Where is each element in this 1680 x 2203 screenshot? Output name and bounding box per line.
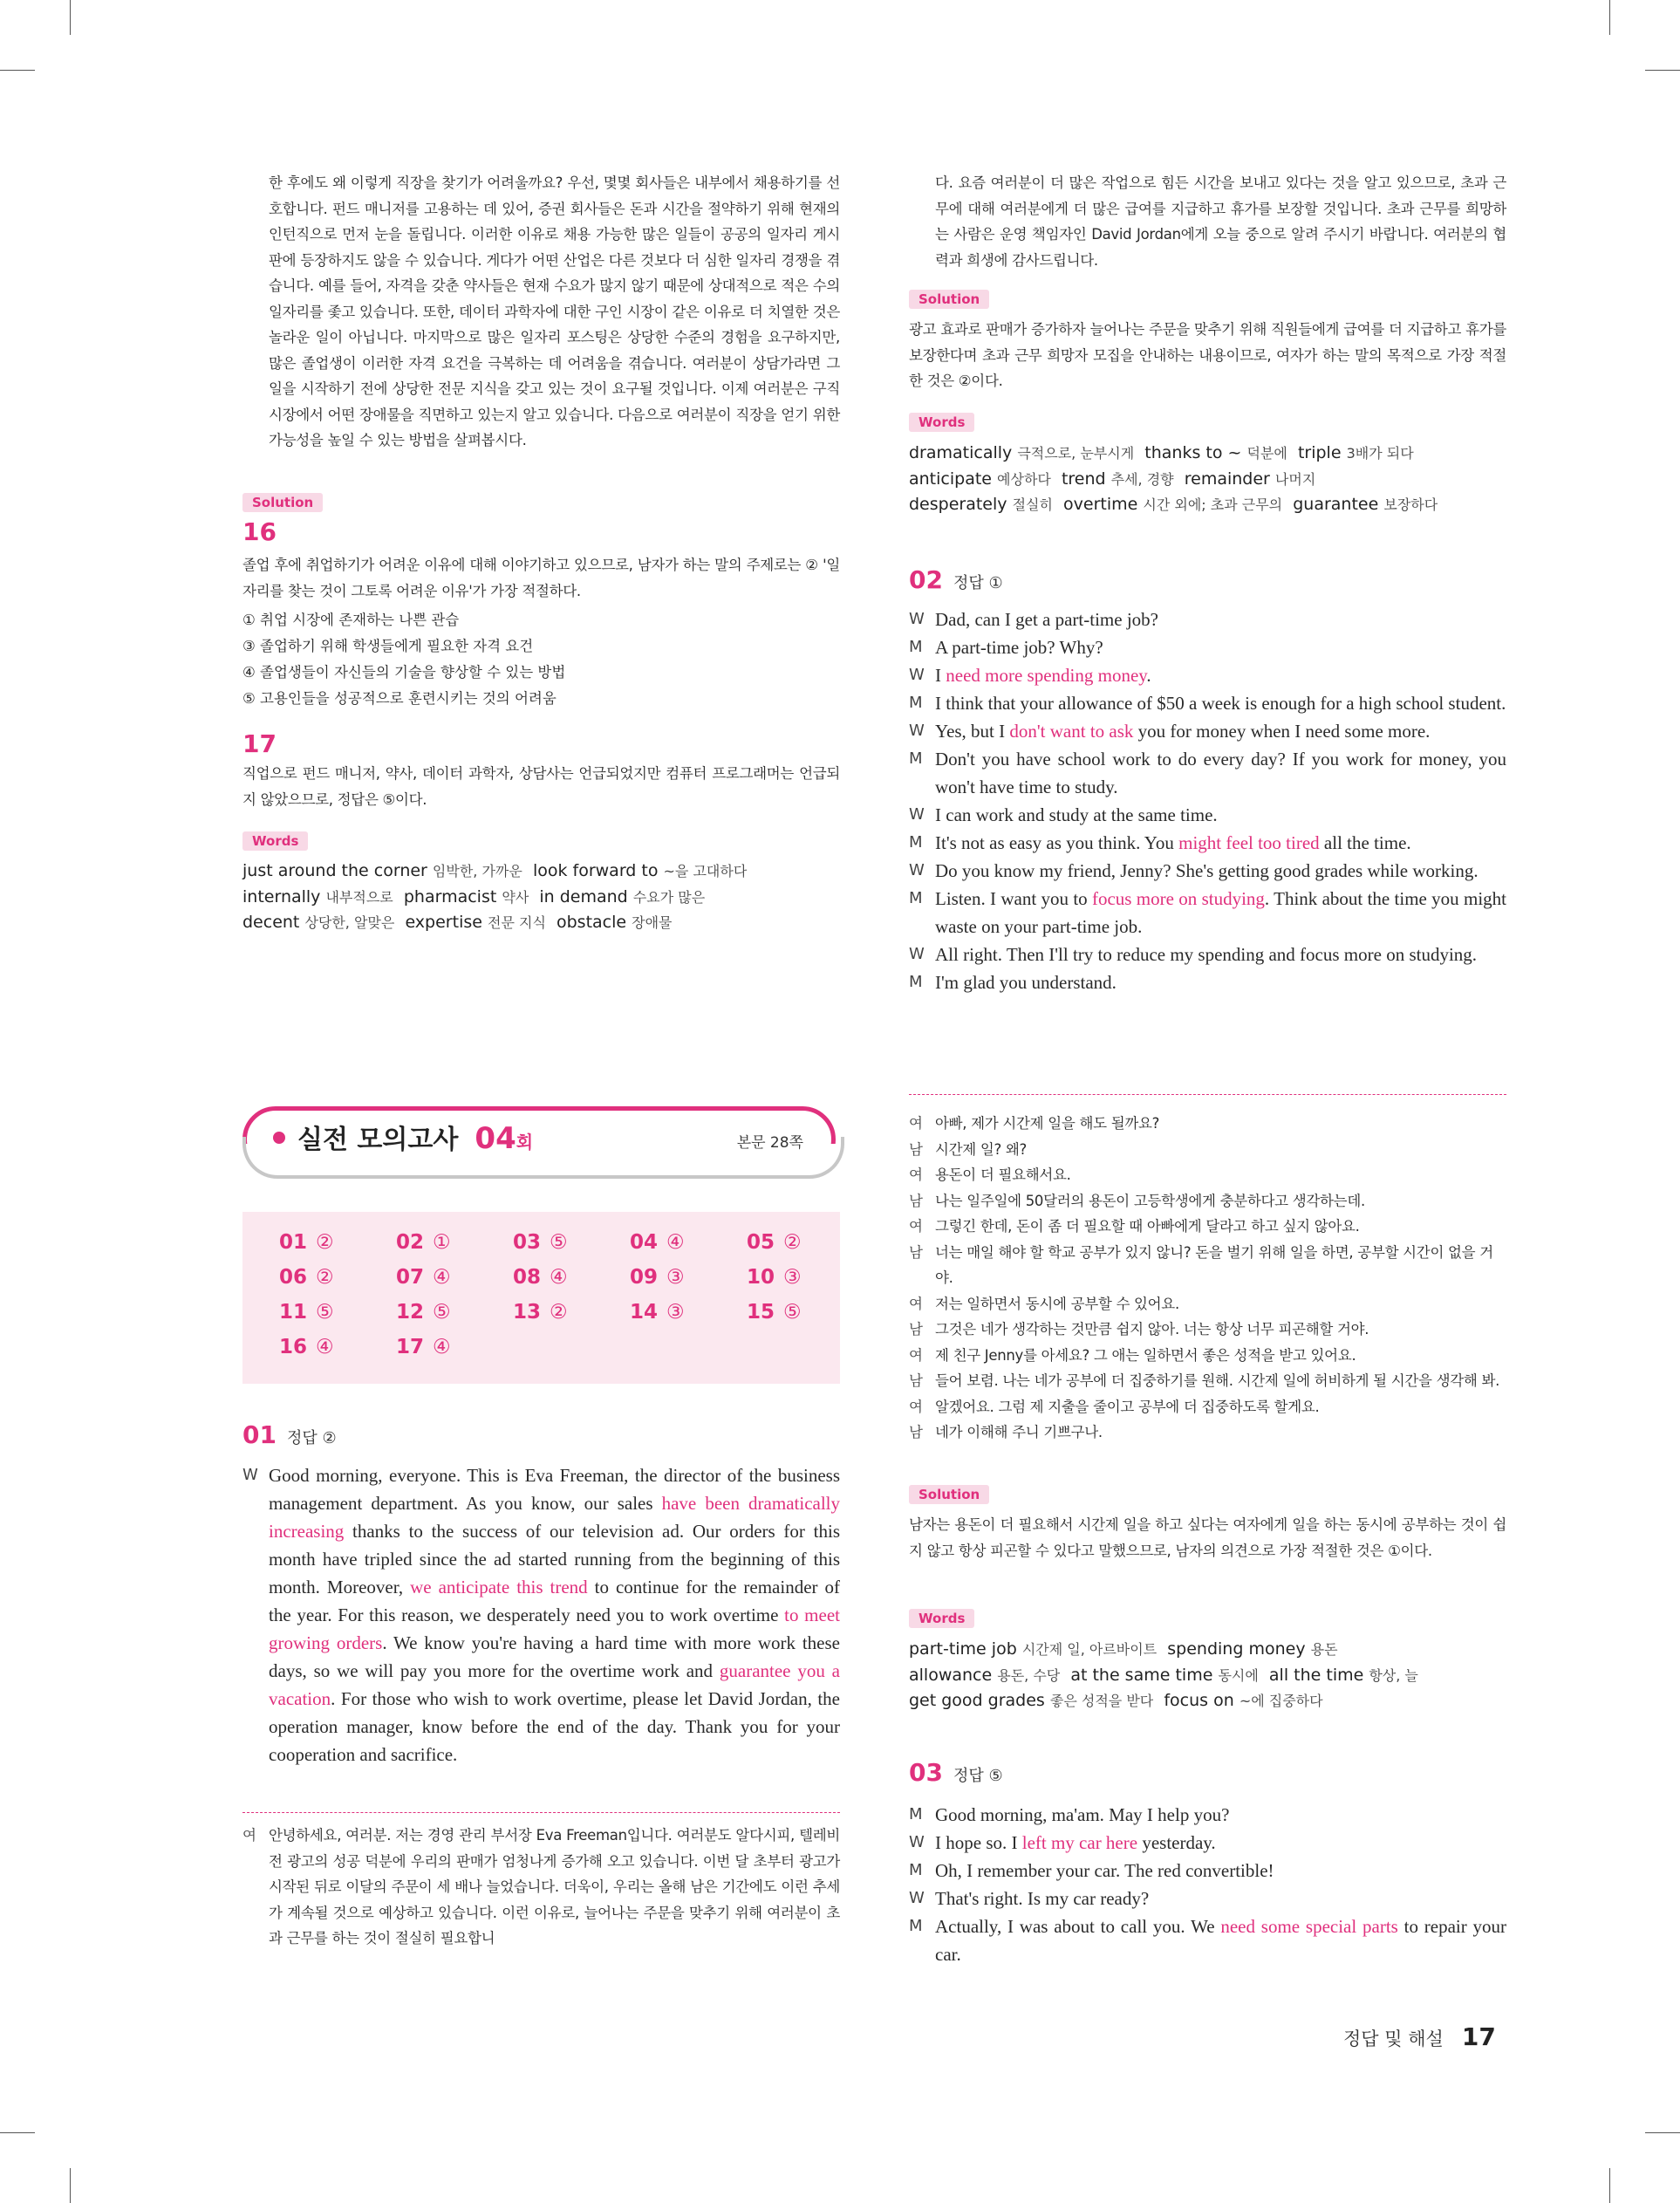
exam-title	[297, 1118, 533, 1156]
answer-choice: ④	[666, 1231, 685, 1254]
script-line	[909, 661, 1506, 689]
crop-mark	[0, 70, 35, 71]
script-segment: all the time.	[1319, 832, 1411, 853]
q02-script	[909, 605, 1506, 996]
word-en: all the time	[1268, 1665, 1364, 1685]
speaker-label: M	[909, 1805, 923, 1823]
word-ko: 좋은 성적을 받다	[1049, 1693, 1154, 1709]
answer-number: 04	[630, 1231, 659, 1254]
q01-script	[242, 1461, 840, 1769]
words-badge: Words	[909, 1609, 974, 1628]
answer-choice: ②	[783, 1231, 802, 1254]
answer-number: 09	[630, 1266, 659, 1289]
script-segment: Don't you have school work to do every day? If you work for money, you won't have time to study.	[935, 749, 1506, 797]
word-en: at the same time	[1070, 1665, 1213, 1685]
script-line	[909, 689, 1506, 717]
word-ko: 약사	[502, 888, 529, 906]
words-row	[242, 910, 747, 936]
crop-mark	[1645, 2132, 1680, 2133]
script-segment: I	[935, 665, 946, 686]
answer-cell	[279, 1301, 334, 1324]
words-row	[909, 1637, 1418, 1663]
translation-line	[909, 1214, 1506, 1240]
script-segment: It's not as easy as you think. You	[935, 832, 1179, 853]
highlighted-segment: to meet growing orders	[269, 1604, 840, 1653]
word-en: expertise	[405, 913, 482, 932]
script-line	[909, 605, 1506, 633]
script-line	[909, 1801, 1506, 1829]
answer-number: 10	[747, 1266, 775, 1289]
words-row	[909, 441, 1438, 467]
solution-badge: Solution	[909, 290, 989, 309]
speaker-label: W	[909, 1833, 925, 1851]
script-line	[909, 857, 1506, 885]
words-row	[909, 1663, 1418, 1689]
script-segment: you for money when I need some more.	[1133, 721, 1431, 742]
intro-paragraph: 한 후에도 왜 이렇게 직장을 찾기가 어려울까요? 우선, 몇몇 회사들은 내부에서 채용하기를 선호합니다. 펀드 매니저를 고용하는 데 있어, 증권 회사들은 돈과 시간을 절약하기 위해 현재의 인턴직으로 먼저 눈을 돌립니다. 이러한 이유로 채용 가능한 많은 일들이 공공의 일자리 게시판에 등장하지도 않을 수 있습니다. 게다가 어떤 산업은 다른 것보다 더 심한 일자리 경쟁을 겪습니다. 예를 들어, 자격을 갖춘 약사들은 현재 수요가 많지 않기 때문에 상대적으로 적은 수의 일자리를 좇고 있습니다. 또한, 데이터 과학자에 대한 구인 시장이 같은 이유로 더 치열한 것은 놀라운 일이 아닙니다. 마지막으로 많은 일자리 포스팅은 상당한 수준의 경험을 요구하지만, 많은 졸업생이 이러한 자격 요건을 극복하는 데 어려움을 겪습니다. 여러분이 상담가라면 그 일을 시작하기 전에 상당한 전문 지식을 갖고 있는 것이 요구될 것입니다. 이제 여러분은 구직 시장에서 어떤 장애물을 직면하고 있는지 알고 있습니다. 다음으로 여러분이 직장을 얻기 위한 가능성을 높일 수 있는 방법을 살펴봅시다.	[269, 174, 840, 448]
answer-number: 06	[279, 1266, 308, 1289]
translation-line	[909, 1188, 1506, 1214]
word-en: trend	[1061, 469, 1106, 489]
script-segment: Yes, but I	[935, 721, 1010, 742]
script-segment: A part-time job? Why?	[935, 637, 1103, 658]
question-number-16: 16	[242, 517, 277, 546]
translation-text: 그것은 네가 생각하는 것만큼 쉽지 않아. 너는 항상 너무 피곤해할 거야.	[935, 1321, 1369, 1338]
translation-text: 나는 일주일에 50달러의 용돈이 고등학생에게 충분하다고 생각하는데.	[935, 1192, 1365, 1209]
highlighted-segment: focus more on studying	[1091, 888, 1265, 909]
q03-heading	[909, 1758, 1003, 1787]
translation-text: 그렇긴 한데, 돈이 좀 더 필요할 때 아빠에게 달라고 하고 싶지 않아요.	[935, 1218, 1360, 1235]
script-line	[242, 1461, 840, 1769]
word-en: decent	[242, 913, 300, 932]
answer-number: 17	[396, 1336, 425, 1358]
script-line	[909, 745, 1506, 801]
script-line	[909, 829, 1506, 857]
answer-choice: ②	[550, 1301, 568, 1324]
script-segment: . We know you're having a hard time with more work these days, so we will pay you more for the overtime work and	[269, 1632, 840, 1681]
word-en: just around the corner	[242, 861, 427, 880]
q03-answer: 정답 ⑤	[953, 1767, 1003, 1785]
speaker-label: 남	[909, 1321, 923, 1338]
answer-cell	[630, 1266, 685, 1289]
highlighted-segment: we anticipate this trend	[410, 1577, 588, 1598]
script-segment: I can work and study at the same time.	[935, 804, 1218, 825]
answer-number: 07	[396, 1266, 425, 1289]
script-segment: . For those who wish to work overtime, please let David Jordan, the operation manager, know before the end of the day. Thank you for your cooperation and sacrifice.	[269, 1688, 840, 1765]
word-en: dramatically	[909, 443, 1013, 462]
answer-number: 05	[747, 1231, 775, 1254]
answer-cell	[279, 1336, 334, 1358]
word-en: allowance	[909, 1665, 993, 1685]
speaker-label: 남	[909, 1424, 923, 1440]
answer-cell	[279, 1231, 334, 1254]
solution-badge: Solution	[909, 1485, 989, 1504]
word-ko: 예상하다	[997, 470, 1051, 488]
word-en: focus on	[1164, 1691, 1234, 1710]
translation-line	[909, 1111, 1506, 1137]
speaker-label: M	[909, 1917, 923, 1935]
speaker-label: 여	[909, 1295, 923, 1312]
word-en: anticipate	[909, 469, 992, 489]
translation-line	[909, 1317, 1506, 1343]
answer-choice: ③	[666, 1266, 685, 1289]
speaker-label: 여	[909, 1346, 923, 1364]
dashed-divider	[242, 1812, 840, 1813]
speaker-label: 여	[909, 1166, 923, 1183]
q01-translation	[242, 1823, 840, 1952]
translation-line	[909, 1343, 1506, 1369]
word-ko: 추세, 경향	[1110, 470, 1174, 488]
word-ko: 임박한, 가까운	[432, 863, 522, 879]
script-segment: to repair your car.	[935, 1916, 1507, 1965]
q16-options	[242, 607, 840, 712]
q02-translation	[909, 1111, 1506, 1446]
answer-number: 01	[279, 1231, 308, 1254]
q01-words	[909, 441, 1438, 518]
translation-line	[909, 1240, 1506, 1291]
word-en: spending money	[1167, 1639, 1306, 1659]
q16-option: ③ 졸업하기 위해 학생들에게 필요한 자격 요건	[242, 638, 534, 654]
word-en: look forward to	[532, 861, 659, 880]
speaker-label: 남	[909, 1192, 923, 1209]
answer-cell	[513, 1266, 568, 1289]
script-line	[909, 1829, 1506, 1857]
translation-text: 아빠, 제가 시간제 일을 해도 될까요?	[935, 1115, 1160, 1132]
answer-number: 08	[513, 1266, 542, 1289]
speaker-label: W	[909, 666, 925, 684]
highlighted-segment: left my car here	[1021, 1832, 1138, 1853]
script-segment: Actually, I was about to call you. We	[935, 1916, 1221, 1937]
answer-cell	[747, 1231, 802, 1254]
script-line	[909, 968, 1506, 996]
script-text	[269, 1465, 840, 1765]
speaker-label: W	[909, 945, 925, 963]
word-en: triple	[1297, 443, 1342, 462]
page-footer	[1343, 2022, 1496, 2051]
word-ko: 나머지	[1274, 470, 1316, 488]
answer-grid	[242, 1212, 840, 1384]
translation-text: 들어 보렴. 나는 네가 공부에 더 집중하기를 원해. 시간제 일에 허비하게 될 시간을 생각해 봐.	[935, 1372, 1500, 1389]
words-badge: Words	[242, 831, 308, 851]
speaker-label: M	[909, 1861, 923, 1879]
speaker-label: 남	[909, 1243, 923, 1261]
answer-cell	[630, 1231, 685, 1254]
translation-line	[242, 1823, 840, 1952]
q02-heading	[909, 565, 1003, 594]
answer-choice: ①	[433, 1231, 451, 1254]
speaker-label: M	[909, 749, 923, 768]
speaker-label: M	[909, 833, 923, 852]
question-number-17: 17	[242, 729, 277, 758]
speaker-label: 남	[909, 1140, 923, 1158]
speaker-label: W	[242, 1466, 258, 1484]
answer-choice: ④	[433, 1336, 451, 1358]
script-line	[909, 1857, 1506, 1885]
script-segment: Listen. I want you to	[935, 888, 1092, 909]
script-segment: I'm glad you understand.	[935, 972, 1117, 993]
word-en: overtime	[1063, 495, 1138, 514]
word-en: pharmacist	[403, 886, 497, 907]
script-segment: Good morning, ma'am. May I help you?	[935, 1804, 1230, 1825]
crop-mark	[0, 2132, 35, 2133]
q03-script	[909, 1801, 1506, 1968]
translation-text: 용돈이 더 필요해서요.	[935, 1166, 1071, 1183]
word-ko: ~을 고대하다	[663, 863, 748, 879]
speaker-label: W	[909, 1889, 925, 1907]
answer-cell	[279, 1266, 334, 1289]
page-reference: 본문 28쪽	[736, 1134, 803, 1152]
answer-choice: ③	[783, 1266, 802, 1289]
speaker-label: W	[909, 861, 925, 879]
script-segment: to continue for the remainder of the year. For this reason, we desperately need you to work overtime	[269, 1577, 840, 1625]
q01-answer: 정답 ②	[286, 1429, 337, 1447]
exam-suffix: 회	[516, 1132, 534, 1153]
answer-choice: ⑤	[316, 1301, 334, 1324]
script-segment: Oh, I remember your car. The red convertible!	[935, 1860, 1274, 1881]
solution-badge: Solution	[242, 493, 323, 512]
word-ko: 보장하다	[1383, 496, 1438, 513]
word-ko: ~에 집중하다	[1239, 1693, 1323, 1709]
exam-title-text: 실전 모의고사	[297, 1125, 459, 1155]
word-ko: 용돈, 수당	[997, 1666, 1061, 1684]
q02-answer: 정답 ①	[953, 574, 1003, 592]
translation-text: 제 친구 Jenny를 아세요? 그 애는 일하면서 좋은 성적을 받고 있어요.	[935, 1346, 1356, 1364]
word-en: desperately	[909, 495, 1007, 514]
word-ko: 덕분에	[1246, 445, 1287, 462]
word-en: obstacle	[557, 913, 627, 932]
speaker-label: 여	[242, 1827, 256, 1844]
script-segment: yesterday.	[1137, 1832, 1216, 1853]
speaker-label: M	[909, 889, 923, 907]
q01-translation-continued: 다. 요즘 여러분이 더 많은 작업으로 힘든 시간을 보내고 있다는 것을 알고 있으므로, 초과 근무에 대해 여러분에게 더 많은 급여를 지급하고 휴가를 보장할 것입니다. 초과 근무를 희망하는 사람은 운영 책임자인 David Jordan에게 오늘 중으로 알려 주시기 바랍니다. 여러분의 협력과 희생에 감사드립니다.	[935, 174, 1506, 269]
dashed-divider	[909, 1094, 1506, 1095]
script-segment: . Think about the time you might waste on your part-time job.	[935, 888, 1507, 937]
answer-cell	[630, 1301, 685, 1324]
answer-number: 12	[396, 1301, 425, 1324]
word-ko: 절실히	[1012, 496, 1053, 513]
answer-choice: ④	[433, 1266, 451, 1289]
word-en: internally	[242, 886, 321, 907]
question-number-02: 02	[909, 565, 943, 594]
speaker-label: M	[909, 694, 923, 712]
answer-cell	[396, 1266, 451, 1289]
answer-choice: ⑤	[433, 1301, 451, 1324]
script-line	[909, 633, 1506, 661]
answer-number: 14	[630, 1301, 659, 1324]
script-line	[909, 1885, 1506, 1912]
answer-cell	[747, 1266, 802, 1289]
answer-cell	[396, 1231, 451, 1254]
q16-option: ① 취업 시장에 존재하는 나쁜 관습	[242, 612, 460, 628]
script-segment: Do you know my friend, Jenny? She's getting good grades while working.	[935, 860, 1479, 881]
word-ko: 시간제 일, 아르바이트	[1021, 1641, 1158, 1658]
crop-mark	[70, 2168, 71, 2203]
speaker-label: 여	[909, 1218, 923, 1235]
speaker-label: 남	[909, 1372, 923, 1389]
page-number: 17	[1461, 2022, 1496, 2051]
word-en: part-time job	[909, 1639, 1017, 1659]
translation-line	[909, 1394, 1506, 1420]
word-ko: 장애물	[632, 914, 673, 931]
q01-heading	[242, 1420, 337, 1449]
word-ko: 동시에	[1218, 1666, 1259, 1684]
translation-line	[909, 1368, 1506, 1394]
script-segment: I hope so. I	[935, 1832, 1022, 1853]
script-segment: I think that your allowance of $50 a week is enough for a high school student.	[935, 693, 1506, 714]
speaker-label: W	[909, 610, 925, 628]
words-row	[909, 1688, 1418, 1714]
script-segment: thanks to the success of our television ad. Our orders for this month have tripled since the ad started running from the beginning of this month. Moreover,	[269, 1521, 840, 1598]
q16-solution-text: 졸업 후에 취업하기가 어려운 이유에 대해 이야기하고 있으므로, 남자가 하는 말의 주제로는 ② '일자리를 찾는 것이 그토록 어려운 이유'가 가장 적절하다.	[242, 557, 840, 599]
bullet-icon	[273, 1132, 285, 1144]
answer-cell	[396, 1301, 451, 1324]
exam-header	[242, 1106, 836, 1173]
highlighted-segment: need more spending money	[946, 665, 1147, 686]
q16-section	[242, 493, 323, 512]
script-line	[909, 801, 1506, 829]
script-segment: Good morning, everyone. This is Eva Freeman, the director of the business management department. As you know, our sales	[269, 1465, 840, 1514]
answer-number: 16	[279, 1336, 308, 1358]
answer-number: 13	[513, 1301, 542, 1324]
translation-line	[909, 1291, 1506, 1317]
word-ko: 내부적으로	[325, 888, 393, 906]
translation-text: 시간제 일? 왜?	[935, 1140, 1027, 1158]
q16-option: ④ 졸업생들이 자신들의 기술을 향상할 수 있는 방법	[242, 664, 566, 681]
q01-solution-text: 광고 효과로 판매가 증가하자 늘어나는 주문을 맞추기 위해 직원들에게 급여를 더 지급하고 휴가를 보장한다며 초과 근무 희망자 모집을 안내하는 내용이므로, 여자가 하는 말의 목적으로 가장 적절한 것은 ②이다.	[909, 321, 1506, 389]
script-line	[909, 717, 1506, 745]
word-ko: 수요가 많은	[632, 888, 706, 906]
words-badge: Words	[909, 413, 974, 432]
translation-line	[909, 1162, 1506, 1188]
translation-text: 알겠어요. 그럼 제 지출을 줄이고 공부에 더 집중하도록 할게요.	[935, 1398, 1320, 1415]
speaker-label: 여	[909, 1398, 923, 1415]
answer-number: 11	[279, 1301, 308, 1324]
speaker-label: M	[909, 638, 923, 656]
answer-choice: ⑤	[783, 1301, 802, 1324]
exam-number: 04	[475, 1121, 516, 1156]
word-ko: 용돈	[1310, 1641, 1338, 1658]
translation-line	[909, 1420, 1506, 1446]
answer-choice: ②	[316, 1266, 334, 1289]
crop-mark	[1645, 70, 1680, 71]
question-number-03: 03	[909, 1758, 943, 1787]
word-ko: 항상, 늘	[1369, 1666, 1418, 1684]
q02-solution-text: 남자는 용돈이 더 필요해서 시간제 일을 하고 싶다는 여자에게 일을 하는 동시에 공부하는 것이 쉽지 않고 항상 피곤할 수 있다고 말했으므로, 남자의 의견으로 가장 적절한 것은 ①이다.	[909, 1516, 1506, 1559]
words-row	[242, 859, 747, 885]
footer-label: 정답 및 해설	[1343, 2029, 1444, 2049]
word-ko: 3배가 되다	[1346, 445, 1414, 462]
crop-mark	[70, 0, 71, 35]
q02-words	[909, 1637, 1418, 1714]
speaker-label: W	[909, 805, 925, 824]
translation-text: 저는 일하면서 동시에 공부할 수 있어요.	[935, 1295, 1179, 1312]
translation-text: 네가 이해해 주니 기쁘구나.	[935, 1424, 1103, 1440]
answer-number: 15	[747, 1301, 775, 1324]
translation-text: 안녕하세요, 여러분. 저는 경영 관리 부서장 Eva Freeman입니다. 여러분도 알다시피, 텔레비전 광고의 성공 덕분에 우리의 판매가 엄청나게 증가해 오고 있습니다. 이번 달 초부터 광고가 시작된 뒤로 이달의 주문이 세 배나 늘었습니다. 더욱이, 우리는 올해 남은 기간에도 이런 추세가 계속될 것으로 예상하고 있습니다. 이런 이유로, 늘어나는 주문을 맞추기 위해 여러분이 초과 근무를 하는 것이 절실히 필요합니	[269, 1827, 840, 1946]
words-row	[909, 492, 1438, 518]
answer-choice: ②	[316, 1231, 334, 1254]
q17-solution-text: 직업으로 펀드 매니저, 약사, 데이터 과학자, 상담사는 언급되었지만 컴퓨터 프로그래머는 언급되지 않았으므로, 정답은 ⑤이다.	[242, 765, 840, 808]
speaker-label: 여	[909, 1115, 923, 1132]
word-en: in demand	[539, 886, 628, 907]
script-segment: That's right. Is my car ready?	[935, 1888, 1150, 1909]
highlighted-segment: might feel too tired	[1178, 832, 1320, 853]
translation-line	[909, 1137, 1506, 1163]
script-line	[909, 941, 1506, 968]
word-ko: 상당한, 알맞은	[304, 914, 395, 931]
answer-choice: ⑤	[550, 1231, 568, 1254]
script-segment: All right. Then I'll try to reduce my spending and focus more on studying.	[935, 944, 1478, 965]
crop-mark	[1609, 0, 1610, 35]
word-en: guarantee	[1293, 495, 1379, 514]
answer-cell	[513, 1231, 568, 1254]
highlighted-segment: need some special parts	[1220, 1916, 1398, 1937]
speaker-label: W	[909, 722, 925, 740]
highlighted-segment: don't want to ask	[1009, 721, 1134, 742]
script-line	[909, 1912, 1506, 1968]
script-segment: Dad, can I get a part-time job?	[935, 609, 1158, 630]
words-row	[242, 885, 747, 911]
highlighted-segment: have been dramatically increasing	[269, 1493, 841, 1542]
word-ko: 시간 외에; 초과 근무의	[1143, 496, 1283, 513]
q16-option: ⑤ 고용인들을 성공적으로 훈련시키는 것의 어려움	[242, 690, 557, 707]
answer-cell	[747, 1301, 802, 1324]
answer-number: 03	[513, 1231, 542, 1254]
answer-cell	[396, 1336, 451, 1358]
word-en: thanks to ~	[1144, 443, 1242, 462]
word-en: get good grades	[909, 1691, 1045, 1710]
translation-text: 너는 매일 해야 할 학교 공부가 있지 않니? 돈을 벌기 위해 일을 하면, 공부할 시간이 없을 거야.	[935, 1243, 1493, 1286]
speaker-label: M	[909, 973, 923, 991]
answer-choice: ③	[666, 1301, 685, 1324]
answer-number: 02	[396, 1231, 425, 1254]
script-segment: .	[1146, 665, 1151, 686]
q17-words	[242, 859, 747, 936]
words-row	[909, 467, 1438, 493]
answer-cell	[513, 1301, 568, 1324]
answer-choice: ④	[316, 1336, 334, 1358]
word-ko: 극적으로, 눈부시게	[1017, 445, 1135, 462]
highlighted-segment: guarantee you a vacation	[269, 1660, 840, 1709]
crop-mark	[1609, 2168, 1610, 2203]
answer-choice: ④	[550, 1266, 568, 1289]
question-number-01: 01	[242, 1420, 277, 1449]
word-ko: 전문 지식	[487, 914, 546, 931]
script-line	[909, 885, 1506, 941]
word-en: remainder	[1184, 469, 1270, 489]
